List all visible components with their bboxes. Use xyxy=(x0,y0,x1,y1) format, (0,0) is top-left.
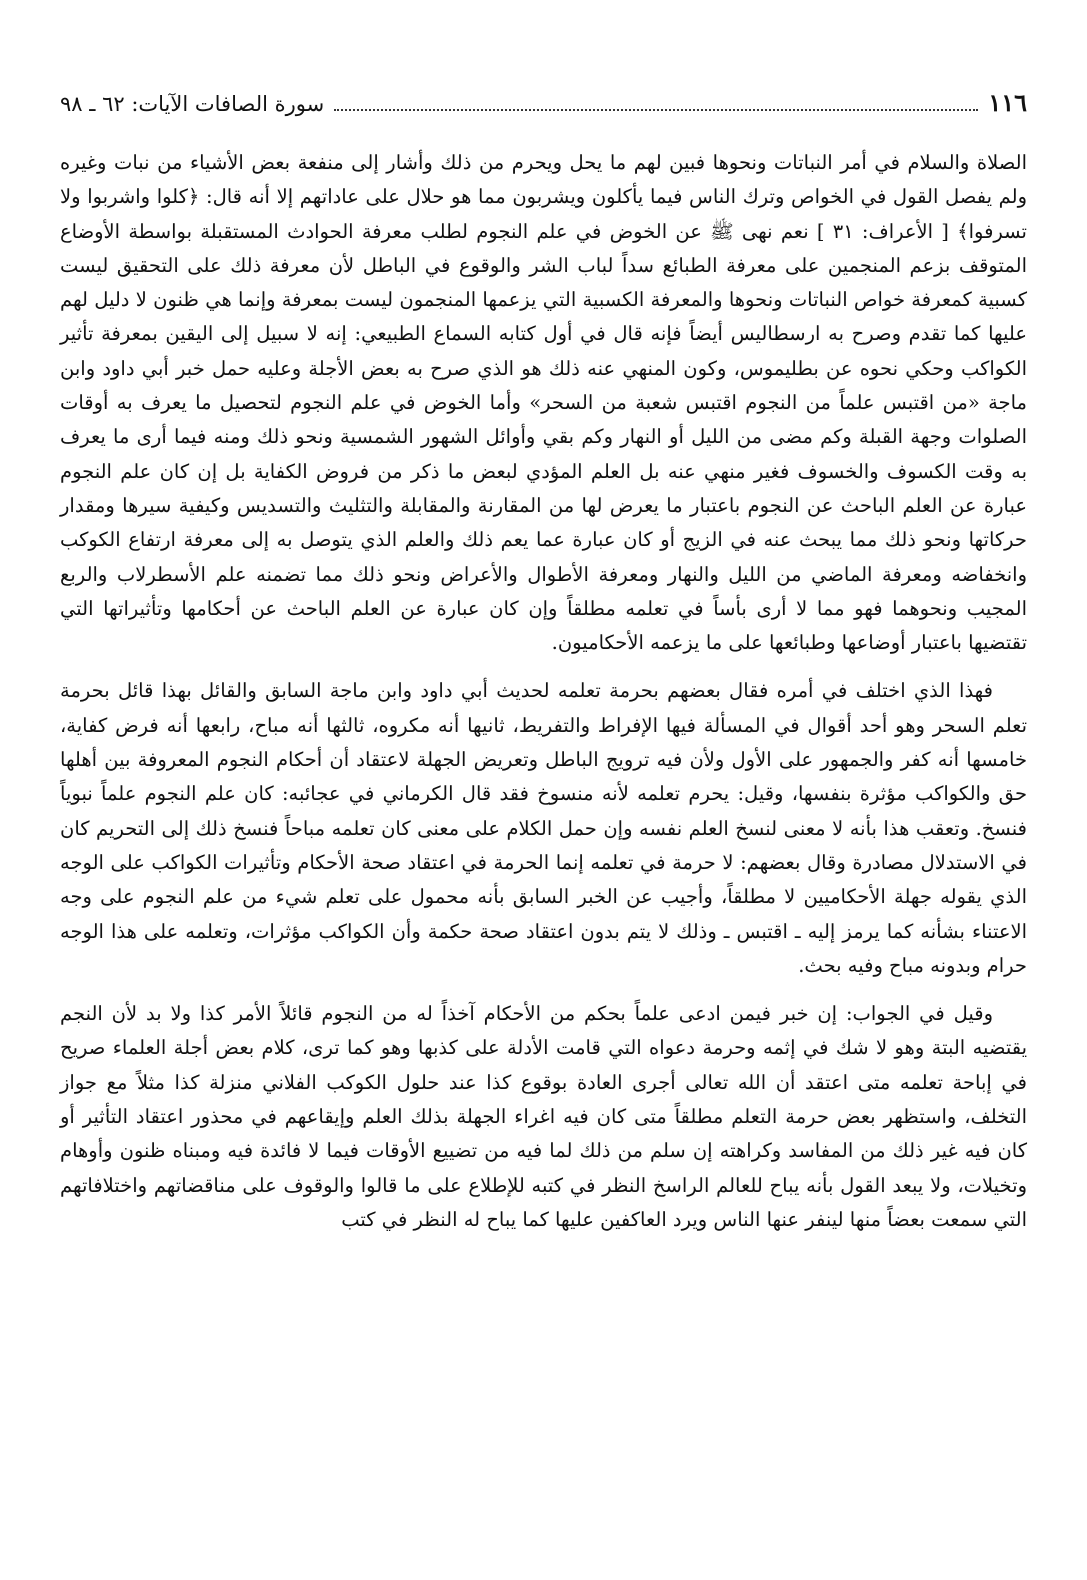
body-text xyxy=(60,146,1027,1237)
paragraph-3: وقيل في الجواب: إن خبر فيمن ادعى علماً بحكم من الأحكام آخذاً له من النجوم قائلاً الأمر كذا ولا بد لأن النجم يقتضيه البتة وهو لا شك في إثمه وحرمة دعواه التي قامت الأدلة على كذبها وهو كما ترى، كلام بعض أجلة العلماء صريح في إباحة تعلمه متى اعتقد أن الله تعالى أجرى العادة بوقوع كذا عند حلول الكوكب الفلاني منزلة كذا مثلاً مع جواز التخلف، واستظهر بعض حرمة التعلم مطلقاً متى كان فيه اغراء الجهلة بذلك العلم وإيقاعهم في محذور اعتقاد التأثير أو كان فيه غير ذلك من المفاسد وكراهته إن سلم من ذلك لما فيه من تضييع الأوقات فيما لا فائدة فيه ومبناه ظنون وأوهام وتخيلات، ولا يبعد القول بأنه يباح للعالم الراسخ النظر في كتبه للإطلاع على ما قالوا والوقوف على مناقضاتهم واختلافاتهم التي سمعت بعضاً منها لينفر عنها الناس ويرد العاكفين عليها كما يباح له النظر في كتب xyxy=(60,1002,1027,1231)
paragraph-1: الصلاة والسلام في أمر النباتات ونحوها فبين لهم ما يحل ويحرم من ذلك وأشار إلى منفعة بعض الأشياء من نبات وغيره ولم يفصل القول في الخواص وترك الناس فيما يأكلون ويشربون مما هو حلال على عاداتهم إلا أنه قال: ﴿كلوا واشربوا ولا تسرفوا﴾ [ الأعراف: ٣١ ] نعم نهى ﷺ عن الخوض في علم النجوم لطلب معرفة الحوادث المستقبلة بواسطة الأوضاع المتوقف بزعم المنجمين على معرفة الطبائع سداً لباب الشر والوقوع في الباطل لأن معرفة ذلك على التحقيق ليست كسبية كمعرفة خواص النباتات ونحوها والمعرفة الكسبية التي يزعمها المنجمون ليست بمعرفة وإنما هي ظنون لا دليل لهم عليها كما تقدم وصرح به ارسطاليس أيضاً فإنه قال في أول كتابه السماع الطبيعي: إنه لا سبيل إلى اليقين بمعرفة تأثير الكواكب وحكي نحوه عن بطليموس، وكون المنهي عنه ذلك هو الذي صرح به بعض الأجلة وعليه حمل خبر أبي داود وابن ماجة «من اقتبس علماً من النجوم اقتبس شعبة من السحر» وأما الخوض في علم النجوم لتحصيل ما يعرف به أوقات الصلوات وجهة القبلة وكم مضى من الليل أو النهار وكم بقي وأوائل الشهور الشمسية ونحو ذلك ومنه فيما أرى ما يعرف به وقت الكسوف والخسوف فغير منهي عنه بل العلم المؤدي لبعض ما ذكر من فروض الكفاية بل إن كان علم النجوم عبارة عن العلم الباحث عن النجوم باعتبار ما يعرض لها من المقارنة والمقابلة والتثليث والتسديس وكيفية سيرها ومقدار حركاتها ونحو ذلك مما يبحث عنه في الزيج أو كان عبارة عما يعم ذلك والعلم الذي يتوصل به إلى معرفة ارتفاع الكوكب وانخفاضه ومعرفة الماضي من الليل والنهار ومعرفة الأطوال والأعراض ونحو ذلك مما تضمنه علم الأسطرلاب والربع المجيب ونحوهما فهو مما لا أرى بأساً في تعلمه مطلقاً وإن كان عبارة عن العلم الباحث عن أحكامها وتأثيراتها التي تقتضيها باعتبار أوضاعها وطبائعها على ما يزعمه الأحكاميون. xyxy=(60,151,1027,655)
page-number: ١١٦ xyxy=(988,88,1027,117)
paragraph-2: فهذا الذي اختلف في أمره فقال بعضهم بحرمة تعلمه لحديث أبي داود وابن ماجة السابق والقائل بهذا قائل بحرمة تعلم السحر وهو أحد أقوال في المسألة فيها الإفراط والتفريط، ثانيها أنه مكروه، ثالثها أنه مباح، رابعها أنه فرض كفاية، خامسها أنه كفر والجمهور على الأول ولأن فيه ترويج الباطل وتعريض الجهلة لاعتقاد أن أحكام النجوم المعروفة بين أهلها حق والكواكب مؤثرة بنفسها، وقيل: يحرم تعلمه لأنه منسوخ فقد قال الكرماني في عجائبه: كان علم النجوم علماً نبوياً فنسخ. وتعقب هذا بأنه لا معنى لنسخ العلم نفسه وإن حمل الكلام على معنى كان تعلمه مباحاً فنسخ ذلك إلى التحريم كان في الاستدلال مصادرة وقال بعضهم: لا حرمة في تعلمه إنما الحرمة في اعتقاد صحة الأحكام وتأثيرات الكواكب على الوجه الذي يقوله جهلة الأحكاميين لا مطلقاً، وأجيب عن الخبر السابق بأنه محمول على تعلم شيء من علم النجوم على وجه الاعتناء بشأنه كما يرمز إليه ـ اقتبس ـ وذلك لا يتم بدون اعتقاد صحة حكمة وأن الكواكب مؤثرات، وتعلمه على هذا الوجه حرام وبدونه مباح وفيه بحث. xyxy=(60,679,1027,977)
header-title: سورة الصافات الآيات: ٦٢ ـ ٩٨ xyxy=(60,92,325,116)
header-dotted-leader xyxy=(334,108,978,111)
running-header xyxy=(60,88,1027,128)
